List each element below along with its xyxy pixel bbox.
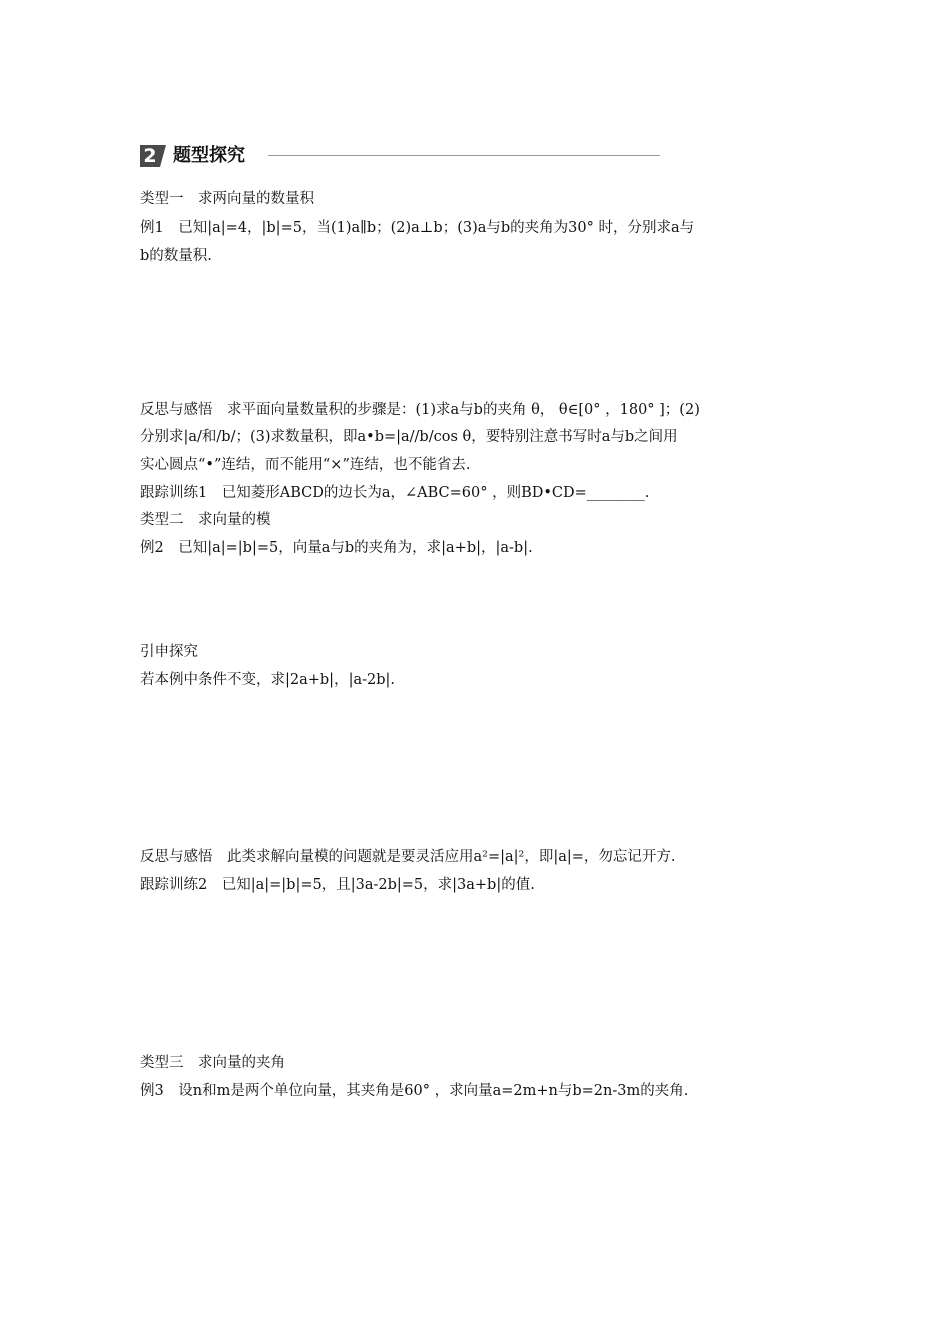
reflection2: 反思与感悟 此类求解向量模的问题就是要灵活应用a²=|a|²，即|a|=，勿忘记开方. xyxy=(140,849,676,865)
example1-line1: 例1 已知|a|=4，|b|=5，当(1)a∥b；(2)a⊥b；(3)a与b的夹角为30° 时，分别求a与 xyxy=(140,220,695,236)
type1-heading: 类型一 求两向量的数量积 xyxy=(140,191,314,207)
extension-heading: 引申探究 xyxy=(140,644,198,660)
reflection1-line3: 实心圆点“•”连结，而不能用“×”连结，也不能省去. xyxy=(140,457,471,473)
example3: 例3 设n和m是两个单位向量，其夹角是60° ，求向量a=2m+n与b=2n-3m的夹角. xyxy=(140,1083,689,1099)
example1-line2: b的数量积. xyxy=(140,248,212,264)
reflection1-line2: 分别求|a/和/b/；(3)求数量积，即a•b=|a//b/cos θ，要特别注意书写时a与b之间用 xyxy=(140,429,678,445)
section-divider xyxy=(268,155,660,156)
section-number: 2 xyxy=(140,145,160,167)
section-title: 题型探究 xyxy=(173,145,245,166)
example2: 例2 已知|a|=|b|=5，向量a与b的夹角为，求|a+b|，|a-b|. xyxy=(140,540,533,556)
practice2: 跟踪训练2 已知|a|=|b|=5，且|3a-2b|=5，求|3a+b|的值. xyxy=(140,877,535,893)
reflection1-line1: 反思与感悟 求平面向量数量积的步骤是：(1)求a与b的夹角 θ， θ∈[0° ，180° ]；(2) xyxy=(140,402,700,418)
type3-heading: 类型三 求向量的夹角 xyxy=(140,1055,285,1071)
practice1: 跟踪训练1 已知菱形ABCD的边长为a，∠ABC=60° ，则BD•CD=________. xyxy=(140,485,650,501)
section-header xyxy=(140,145,540,169)
extension-question: 若本例中条件不变，求|2a+b|，|a-2b|. xyxy=(140,672,396,688)
type2-heading: 类型二 求向量的模 xyxy=(140,512,271,528)
